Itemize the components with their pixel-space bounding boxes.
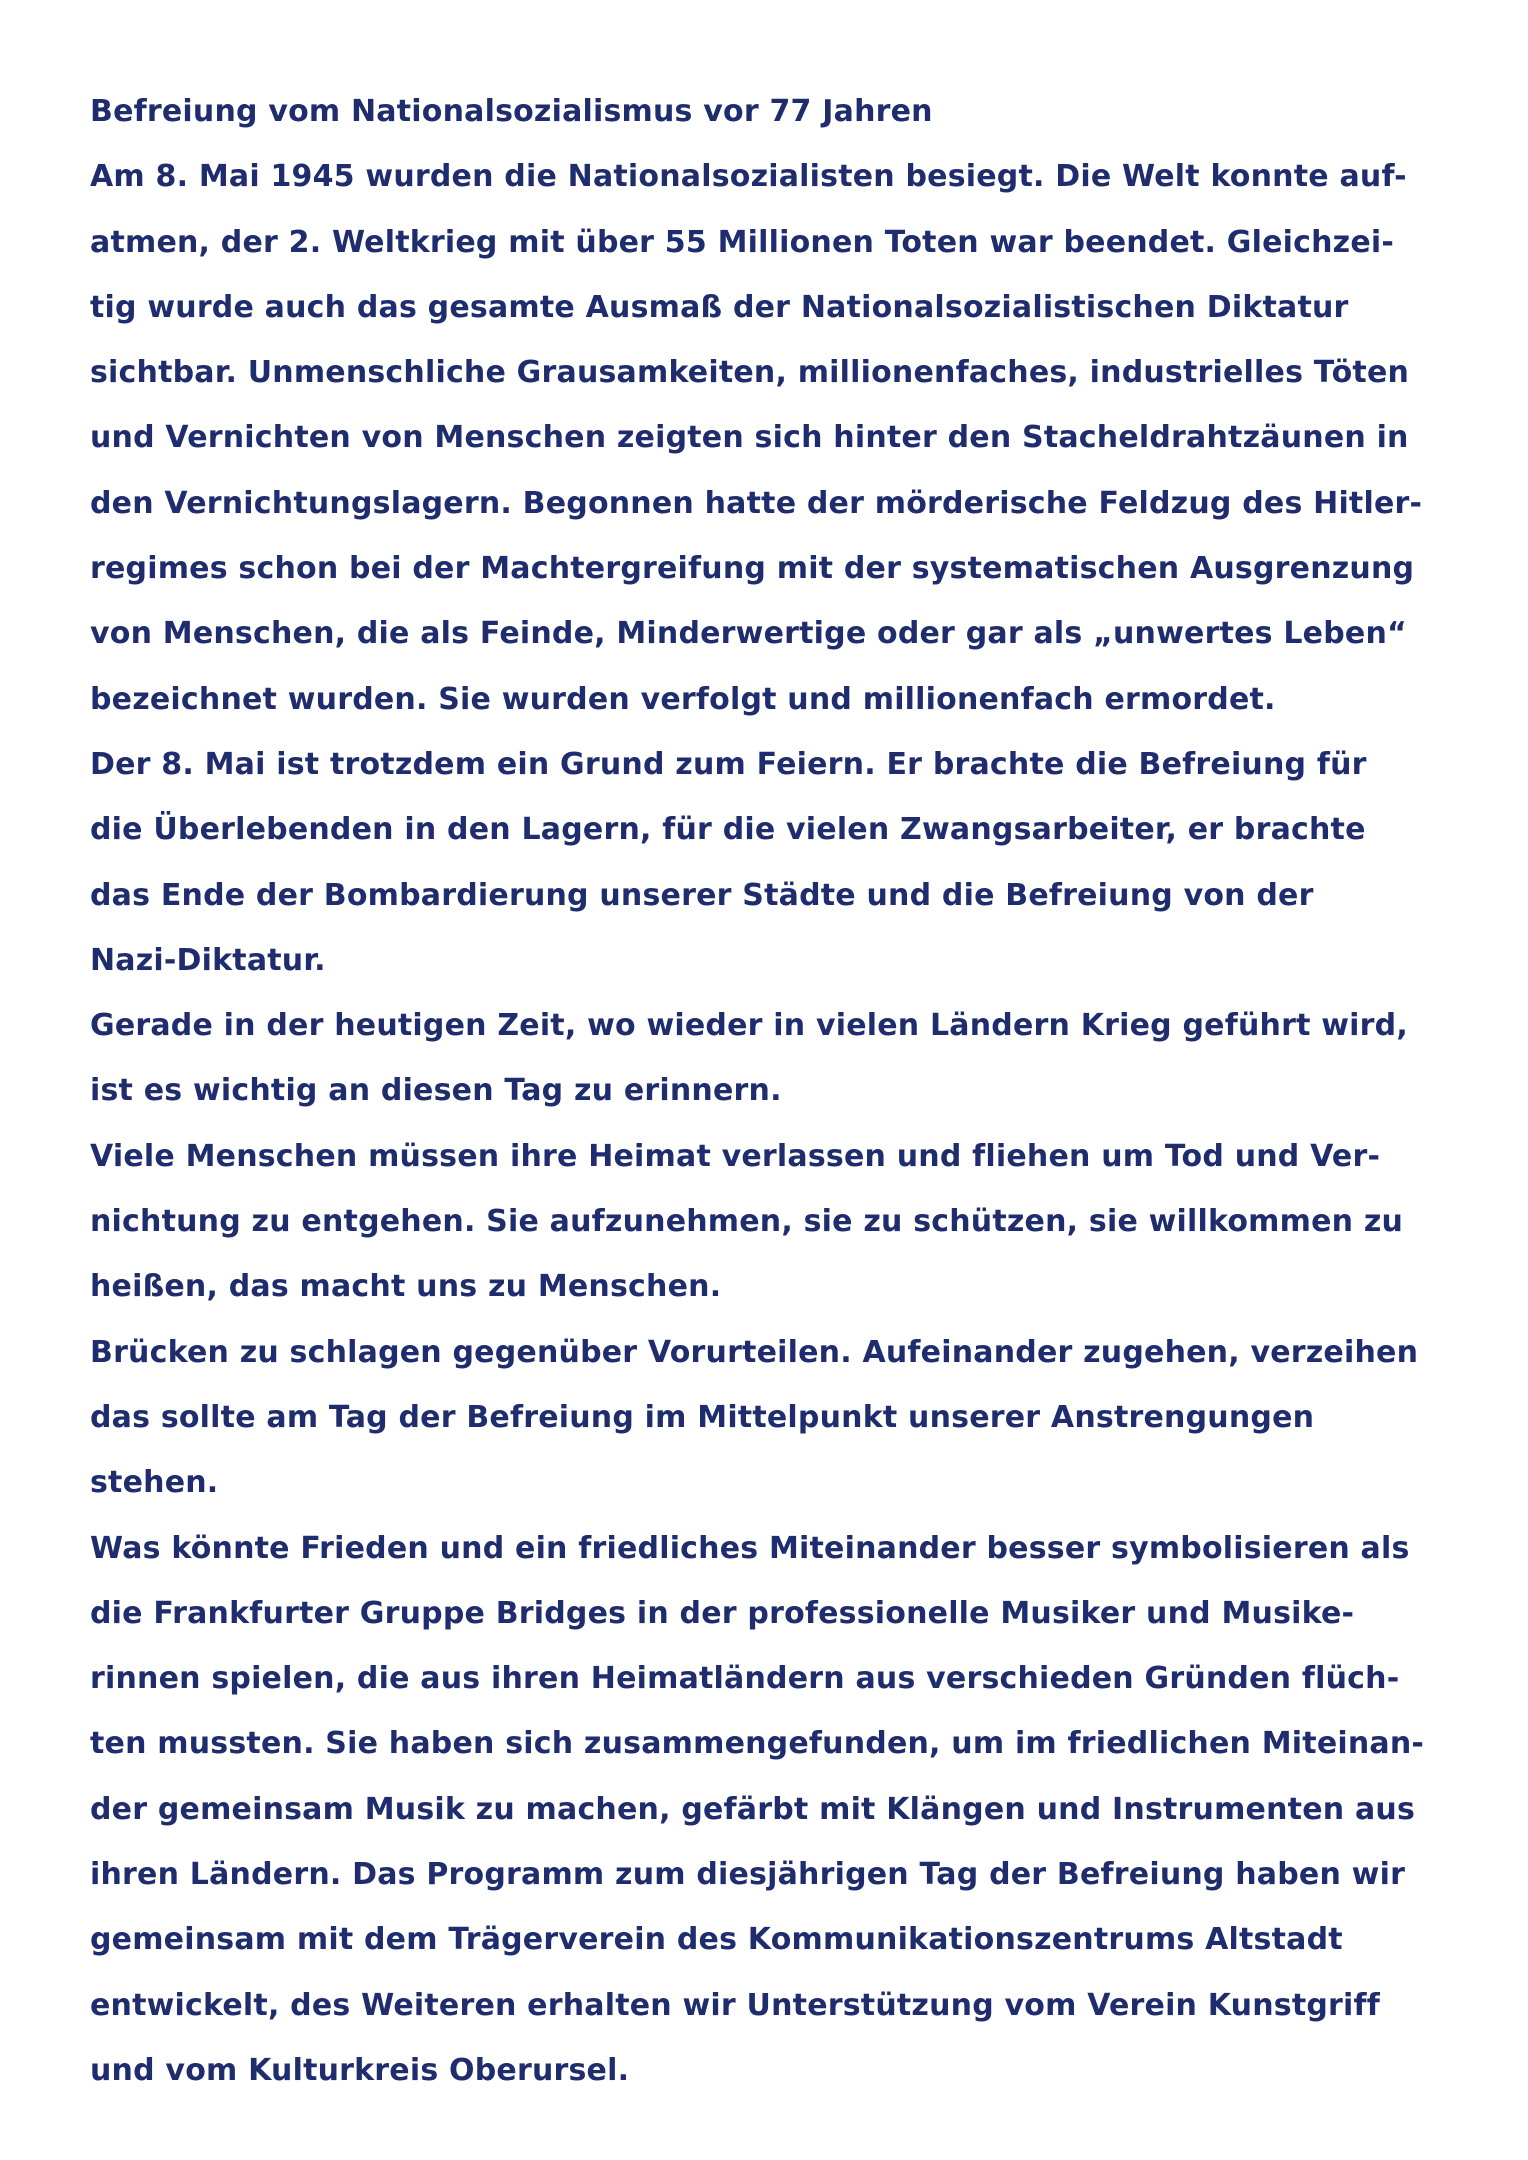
text-line: atmen, der 2. Weltkrieg mit über 55 Millionen Toten war beendet. Gleichzei-	[90, 224, 1395, 260]
text-line: das Ende der Bombardierung unserer Städte und die Befreiung von der	[90, 877, 1314, 913]
text-line: den Vernichtungslagern. Begonnen hatte der mörderische Feldzug des Hitler-	[90, 485, 1423, 521]
text-line: Viele Menschen müssen ihre Heimat verlassen und fliehen um Tod und Ver-	[90, 1138, 1381, 1174]
text-line: rinnen spielen, die aus ihren Heimatländern aus verschieden Gründen flüch-	[90, 1661, 1400, 1697]
document-title: Befreiung vom Nationalsozialismus vor 77 Jahren	[90, 94, 933, 129]
text-line: das sollte am Tag der Befreiung im Mittelpunkt unserer Anstrengungen	[90, 1399, 1315, 1435]
text-line: ten mussten. Sie haben sich zusammengefunden, um im friedlichen Miteinan-	[90, 1726, 1425, 1762]
document-body	[90, 92, 1470, 2116]
text-line: bezeichnet wurden. Sie wurden verfolgt und millionenfach ermordet.	[90, 681, 1276, 717]
text-line: die Frankfurter Gruppe Bridges in der professionelle Musiker und Musike-	[90, 1595, 1355, 1631]
text-line: gemeinsam mit dem Trägerverein des Kommunikationszentrums Altstadt	[90, 1922, 1343, 1958]
text-line: sichtbar. Unmenschliche Grausamkeiten, millionenfaches, industrielles Töten	[90, 355, 1410, 391]
text-line: Brücken zu schlagen gegenüber Vorurteilen. Aufeinander zugehen, verzeihen	[90, 1334, 1419, 1370]
text-line: Der 8. Mai ist trotzdem ein Grund zum Feiern. Er brachte die Befreiung für	[90, 746, 1367, 782]
text-line: Nazi-Diktatur.	[90, 942, 326, 978]
text-line: der gemeinsam Musik zu machen, gefärbt mit Klängen und Instrumenten aus	[90, 1791, 1416, 1827]
text-line: und Vernichten von Menschen zeigten sich hinter den Stacheldrahtzäunen in	[90, 420, 1409, 456]
text-line: tig wurde auch das gesamte Ausmaß der Nationalsozialistischen Diktatur	[90, 289, 1349, 325]
text-line: heißen, das macht uns zu Menschen.	[90, 1269, 722, 1305]
text-line: Was könnte Frieden und ein friedliches Miteinander besser symbolisieren als	[90, 1530, 1410, 1566]
text-line: die Überlebenden in den Lagern, für die vielen Zwangsarbeiter, er brachte	[90, 812, 1366, 848]
text-line: entwickelt, des Weiteren erhalten wir Unterstützung vom Verein Kunstgriff	[90, 1987, 1381, 2023]
text-line: und vom Kulturkreis Oberursel.	[90, 2052, 630, 2088]
text-line: ihren Ländern. Das Programm zum diesjährigen Tag der Befreiung haben wir	[90, 1857, 1406, 1893]
text-line: von Menschen, die als Feinde, Minderwertige oder gar als „unwertes Leben“	[90, 616, 1407, 652]
text-line: Am 8. Mai 1945 wurden die Nationalsozialisten besiegt. Die Welt konnte auf-	[90, 159, 1407, 195]
text-line: stehen.	[90, 1465, 219, 1501]
text-line: nichtung zu entgehen. Sie aufzunehmen, sie zu schützen, sie willkommen zu	[90, 1204, 1404, 1240]
text-line: ist es wichtig an diesen Tag zu erinnern.	[90, 1073, 782, 1109]
text-line: regimes schon bei der Machtergreifung mit der systematischen Ausgrenzung	[90, 551, 1415, 587]
text-line: Gerade in der heutigen Zeit, wo wieder in vielen Ländern Krieg geführt wird,	[90, 1008, 1408, 1044]
